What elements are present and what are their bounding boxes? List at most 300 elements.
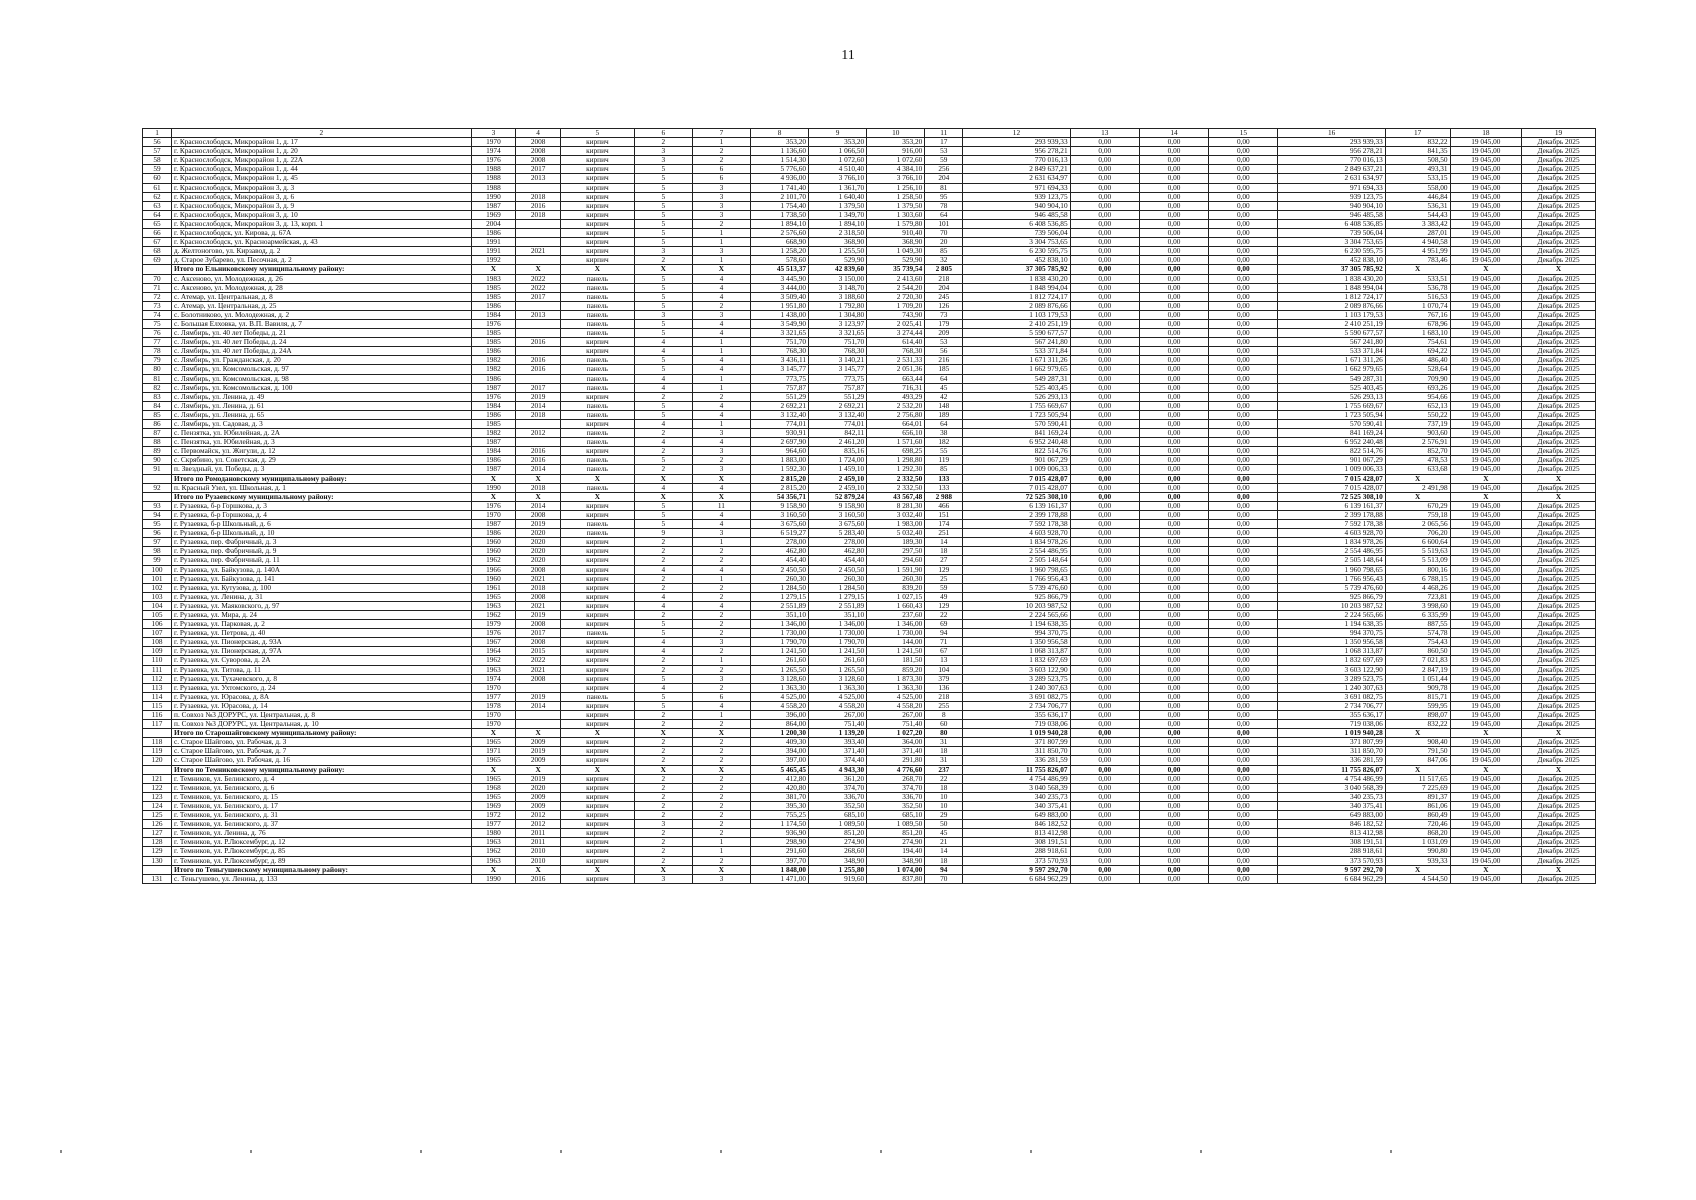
table-cell: 5 739 476,60	[963, 583, 1070, 592]
table-cell: кирпич	[560, 656, 634, 665]
table-cell: 751,40	[867, 720, 925, 729]
table-cell: Декабрь 2025	[1522, 429, 1596, 438]
table-cell: 0,00	[1139, 601, 1208, 610]
table-cell: 182	[925, 438, 963, 447]
table-cell: 4 603 928,70	[1278, 529, 1385, 538]
table-cell: 371 807,99	[963, 738, 1070, 747]
table-cell: 910,40	[867, 229, 925, 238]
table-cell: 2	[692, 592, 750, 601]
table-cell: 109	[143, 647, 172, 656]
table-cell	[516, 720, 561, 729]
table-cell: 0,00	[1209, 520, 1278, 529]
table-cell: 0,00	[1139, 310, 1208, 319]
table-cell: 22	[925, 774, 963, 783]
table-cell: 2 089 876,66	[963, 301, 1070, 310]
table-cell: 136	[925, 683, 963, 692]
table-cell: 336,70	[809, 792, 867, 801]
table-cell: 0,00	[1139, 429, 1208, 438]
table-cell: панель	[560, 692, 634, 701]
table-cell	[143, 865, 172, 874]
table-cell: 0,00	[1070, 638, 1139, 647]
table-cell: 528,64	[1385, 365, 1450, 374]
table-cell: 2016	[516, 338, 561, 347]
table-cell: 101	[925, 219, 963, 228]
table-cell: 1 292,30	[867, 465, 925, 474]
table-cell: 0,00	[1209, 174, 1278, 183]
table-cell	[516, 711, 561, 720]
table-cell: 129	[925, 565, 963, 574]
table-cell: 1 349,70	[809, 210, 867, 219]
table-cell: 2019	[516, 610, 561, 619]
table-row	[143, 410, 1596, 419]
table-cell: 0,00	[1139, 792, 1208, 801]
table-cell: 19 045,00	[1450, 720, 1522, 729]
table-cell: 19 045,00	[1450, 620, 1522, 629]
table-cell: Декабрь 2025	[1522, 238, 1596, 247]
table-cell: 70	[925, 874, 963, 883]
table-cell: 2009	[516, 756, 561, 765]
table-cell: 78	[925, 201, 963, 210]
table-cell: кирпич	[560, 338, 634, 347]
table-cell: 1970	[471, 711, 516, 720]
table-cell: 1	[692, 574, 750, 583]
table-cell: 859,20	[867, 665, 925, 674]
table-cell: Декабрь 2025	[1522, 401, 1596, 410]
table-cell: 2021	[516, 665, 561, 674]
table-cell: кирпич	[560, 583, 634, 592]
table-cell: 0,00	[1070, 756, 1139, 765]
table-cell: 5	[634, 620, 692, 629]
table-cell: 2010	[516, 847, 561, 856]
table-cell: 2 332,50	[867, 474, 925, 483]
table-cell: X	[634, 729, 692, 738]
table-cell: X	[1522, 265, 1596, 274]
table-cell: 723,81	[1385, 592, 1450, 601]
table-cell: 2	[634, 656, 692, 665]
table-cell: 194,40	[867, 847, 925, 856]
table-cell: X	[471, 265, 516, 274]
table-cell: 5	[560, 129, 634, 138]
table-cell: 73	[143, 301, 172, 310]
table-cell: 614,40	[867, 338, 925, 347]
table-cell	[143, 492, 172, 501]
table-cell: 1 792,80	[809, 301, 867, 310]
table-cell: 1965	[471, 792, 516, 801]
table-cell: 2	[634, 747, 692, 756]
table-cell: 19 045,00	[1450, 201, 1522, 210]
table-cell: 1 027,20	[867, 729, 925, 738]
table-cell: 0,00	[1139, 856, 1208, 865]
table-cell: 1961	[471, 583, 516, 592]
table-cell: 59	[143, 165, 172, 174]
table-cell: 1 754,40	[750, 201, 808, 210]
table-cell: 2022	[516, 274, 561, 283]
table-cell: X	[692, 265, 750, 274]
table-cell: 55	[925, 447, 963, 456]
table-cell: 1 072,60	[867, 156, 925, 165]
table-cell: 3	[634, 147, 692, 156]
table-cell: кирпич	[560, 565, 634, 574]
table-cell: 6	[692, 692, 750, 701]
table-cell: 0,00	[1139, 201, 1208, 210]
table-cell: с. Лямбирь, ул. Комсомольская, д. 98	[172, 374, 472, 383]
table-cell: 2008	[516, 147, 561, 156]
table-cell: 8 281,30	[867, 501, 925, 510]
table-cell: 19 045,00	[1450, 583, 1522, 592]
table-cell: 1 790,70	[750, 638, 808, 647]
table-cell: 68	[143, 247, 172, 256]
table-cell: 1 265,50	[809, 665, 867, 674]
table-cell: 0,00	[1070, 656, 1139, 665]
table-cell: кирпич	[560, 665, 634, 674]
table-cell: 373 570,93	[1278, 856, 1385, 865]
table-cell: 1	[692, 420, 750, 429]
table-cell	[516, 329, 561, 338]
table-cell: 1 591,90	[867, 565, 925, 574]
table-cell: 0,00	[1209, 456, 1278, 465]
table-cell: 1988	[471, 174, 516, 183]
table-cell: 1 894,10	[750, 219, 808, 228]
table-cell: 19 045,00	[1450, 410, 1522, 419]
table-cell: 0,00	[1209, 838, 1278, 847]
table-cell: 353,20	[867, 138, 925, 147]
table-cell: г. Рузаевка, ул. Титова, д. 11	[172, 665, 472, 674]
table-cell: 0,00	[1209, 674, 1278, 683]
table-cell: 0,00	[1209, 165, 1278, 174]
table-cell: 2019	[516, 747, 561, 756]
table-cell: панель	[560, 401, 634, 410]
table-cell: 2	[634, 856, 692, 865]
table-cell: Декабрь 2025	[1522, 365, 1596, 374]
table-cell: кирпич	[560, 447, 634, 456]
table-cell: 1974	[471, 147, 516, 156]
table-cell: 757,87	[809, 383, 867, 392]
table-cell: г. Краснослободск, ул. Кирова, д. 67А	[172, 229, 472, 238]
table-cell: 181,50	[867, 656, 925, 665]
table-cell: 5	[634, 356, 692, 365]
table-cell: 0,00	[1070, 210, 1139, 219]
table-row	[143, 520, 1596, 529]
table-cell: 245	[925, 292, 963, 301]
table-cell	[516, 256, 561, 265]
table-cell: панель	[560, 274, 634, 283]
table-cell: 946 485,58	[963, 210, 1070, 219]
table-cell: 6	[634, 129, 692, 138]
table-cell: 0,00	[1070, 874, 1139, 883]
table-row	[143, 547, 1596, 556]
table-cell: 971 694,33	[963, 183, 1070, 192]
table-cell: 19 045,00	[1450, 365, 1522, 374]
table-cell: 27	[925, 556, 963, 565]
table-row	[143, 420, 1596, 429]
table-cell: Декабрь 2025	[1522, 820, 1596, 829]
table-cell: 89	[143, 447, 172, 456]
table-cell: 2 332,50	[867, 483, 925, 492]
table-cell: 2 318,50	[809, 229, 867, 238]
table-row	[143, 656, 1596, 665]
table-cell: 108	[143, 638, 172, 647]
table-cell: 6 230 595,75	[1278, 247, 1385, 256]
table-cell: 115	[143, 701, 172, 710]
table-cell: 2009	[516, 738, 561, 747]
table-cell: Декабрь 2025	[1522, 329, 1596, 338]
table-cell: 815,71	[1385, 692, 1450, 701]
table-cell: г. Темников, ул. Белинского, д. 31	[172, 811, 472, 820]
table-cell: 891,37	[1385, 792, 1450, 801]
table-cell: 60	[925, 720, 963, 729]
table-cell: 2	[634, 711, 692, 720]
table-cell: 19 045,00	[1450, 747, 1522, 756]
table-cell: г. Рузаевка, ул. Мира, д. 24	[172, 610, 472, 619]
table-cell: 841 169,24	[1278, 429, 1385, 438]
table-cell: 19 045,00	[1450, 183, 1522, 192]
table-cell: 3 145,77	[750, 365, 808, 374]
table-cell: 268,70	[867, 774, 925, 783]
table-cell: Декабрь 2025	[1522, 456, 1596, 465]
table-cell: 2 720,30	[867, 292, 925, 301]
table-cell: 35 739,54	[867, 265, 925, 274]
table-row	[143, 847, 1596, 856]
table-cell: 1 662 979,65	[1278, 365, 1385, 374]
table-cell: 0,00	[1139, 292, 1208, 301]
table-cell: 179	[925, 319, 963, 328]
table-cell: 2	[634, 465, 692, 474]
table-cell: Декабрь 2025	[1522, 674, 1596, 683]
table-cell: 1984	[471, 447, 516, 456]
table-cell: 1 459,10	[809, 465, 867, 474]
table-cell: 420,80	[750, 783, 808, 792]
table-cell: 5	[634, 229, 692, 238]
table-cell: 2008	[516, 510, 561, 519]
table-cell: с. Пензятка, ул. Юбилейная, д. 2А	[172, 429, 472, 438]
table-cell: Декабрь 2025	[1522, 574, 1596, 583]
table-cell: 2 450,50	[809, 565, 867, 574]
table-cell: 0,00	[1209, 610, 1278, 619]
table-cell: X	[516, 729, 561, 738]
table-cell: 311 850,70	[1278, 747, 1385, 756]
table-cell: 1960	[471, 547, 516, 556]
table-cell: 668,90	[750, 238, 808, 247]
table-cell: 2014	[516, 501, 561, 510]
table-cell: 1982	[471, 356, 516, 365]
table-cell: 2 631 634,97	[1278, 174, 1385, 183]
table-cell: 85	[143, 410, 172, 419]
table-cell: 446,84	[1385, 192, 1450, 201]
table-cell: 0,00	[1209, 447, 1278, 456]
table-cell: 1976	[471, 319, 516, 328]
table-cell: 0,00	[1209, 510, 1278, 519]
table-cell: 5 590 677,57	[1278, 329, 1385, 338]
table-cell: 1 279,15	[809, 592, 867, 601]
table-cell: 4	[692, 356, 750, 365]
table-cell: 462,80	[809, 547, 867, 556]
table-cell: 18	[925, 856, 963, 865]
table-cell: 4 384,10	[867, 165, 925, 174]
table-cell: 11 755 826,07	[963, 765, 1070, 774]
table-cell: 94	[143, 510, 172, 519]
table-cell: 3 304 753,65	[963, 238, 1070, 247]
table-cell: 3	[692, 638, 750, 647]
table-cell: 61	[143, 183, 172, 192]
table-cell: 1971	[471, 747, 516, 756]
table-cell: 7 592 178,38	[1278, 520, 1385, 529]
table-cell: 649 883,00	[963, 811, 1070, 820]
table-cell: 0,00	[1070, 647, 1139, 656]
table-cell: Декабрь 2025	[1522, 438, 1596, 447]
table-cell: 2	[692, 801, 750, 810]
table-row	[143, 556, 1596, 565]
table-cell: 185	[925, 365, 963, 374]
table-cell: 2 849 637,21	[1278, 165, 1385, 174]
table-cell: 1987	[471, 465, 516, 474]
table-cell: 1 960 798,65	[1278, 565, 1385, 574]
table-cell: 4	[634, 483, 692, 492]
scan-noise-dots	[0, 1150, 1696, 1170]
table-cell: 3 128,60	[809, 674, 867, 683]
table-cell: 567 241,80	[1278, 338, 1385, 347]
table-cell	[516, 319, 561, 328]
table-row	[143, 447, 1596, 456]
table-row	[143, 601, 1596, 610]
table-cell: 4	[692, 701, 750, 710]
table-cell: г. Рузаевка, ул. Маяковского, д. 97	[172, 601, 472, 610]
table-cell: Декабрь 2025	[1522, 529, 1596, 538]
table-cell: кирпич	[560, 756, 634, 765]
table-cell: 0,00	[1209, 374, 1278, 383]
table-cell: Итого по Рузаевскому муниципальному району:	[172, 492, 472, 501]
table-cell: 0,00	[1209, 529, 1278, 538]
table-cell: 3	[692, 529, 750, 538]
table-cell: Декабрь 2025	[1522, 811, 1596, 820]
table-cell: 1	[692, 229, 750, 238]
table-cell: 19 045,00	[1450, 310, 1522, 319]
table-cell: 2	[634, 556, 692, 565]
table-cell: 0,00	[1139, 801, 1208, 810]
table-cell: 0,00	[1209, 483, 1278, 492]
table-cell: г. Рузаевка, ул. Кутузова, д. 100	[172, 583, 472, 592]
table-cell: 2021	[516, 574, 561, 583]
table-cell: 0,00	[1209, 765, 1278, 774]
table-cell: 0,00	[1139, 765, 1208, 774]
table-cell: 130	[143, 856, 172, 865]
table-row	[143, 247, 1596, 256]
table-cell: 2	[172, 129, 472, 138]
table-cell: 0,00	[1139, 420, 1208, 429]
table-row	[143, 183, 1596, 192]
table-cell: 0,00	[1070, 283, 1139, 292]
table-cell: 101	[143, 574, 172, 583]
table-cell: г. Рузаевка, ул. Байкузова, д. 140А	[172, 565, 472, 574]
table-cell: 783,46	[1385, 256, 1450, 265]
table-cell: 1968	[471, 783, 516, 792]
table-cell: 0,00	[1209, 856, 1278, 865]
table-cell: Декабрь 2025	[1522, 683, 1596, 692]
table-cell: 0,00	[1209, 792, 1278, 801]
table-cell: 1 671 311,26	[1278, 356, 1385, 365]
table-cell: 291,60	[750, 847, 808, 856]
table-cell: 1 363,30	[867, 683, 925, 692]
table-cell: 3 444,00	[750, 283, 808, 292]
table-cell: 4	[692, 329, 750, 338]
table-cell: 19 045,00	[1450, 656, 1522, 665]
table-cell: г. Темников, ул. Р.Люксембург, д. 85	[172, 847, 472, 856]
table-cell: 19 045,00	[1450, 565, 1522, 574]
table-cell: панель	[560, 383, 634, 392]
table-cell: 1986	[471, 410, 516, 419]
table-cell: 2	[634, 811, 692, 820]
table-cell: 0,00	[1070, 356, 1139, 365]
table-cell: 0,00	[1139, 265, 1208, 274]
table-cell: 2	[692, 665, 750, 674]
table-cell: Декабрь 2025	[1522, 538, 1596, 547]
table-cell: 1 730,00	[809, 629, 867, 638]
table-cell: 478,53	[1385, 456, 1450, 465]
table-cell: 1	[143, 129, 172, 138]
table-cell: 0,00	[1209, 738, 1278, 747]
table-cell: 38	[925, 429, 963, 438]
table-cell: 7	[692, 129, 750, 138]
table-cell: с. Старое Шайгово, ул. Рабочая, д. 3	[172, 738, 472, 747]
table-cell: 2	[692, 392, 750, 401]
table-cell: 3 445,90	[750, 274, 808, 283]
table-cell: 19 045,00	[1450, 465, 1522, 474]
table-cell: X	[516, 865, 561, 874]
table-cell: 0,00	[1139, 701, 1208, 710]
table-cell: 129	[143, 847, 172, 856]
table-cell: Декабрь 2025	[1522, 147, 1596, 156]
table-row	[143, 174, 1596, 183]
table-cell: X	[1450, 474, 1522, 483]
scan-dot	[250, 1150, 252, 1153]
table-cell: кирпич	[560, 192, 634, 201]
table-cell: кирпич	[560, 347, 634, 356]
table-row	[143, 738, 1596, 747]
table-cell: 11	[925, 129, 963, 138]
table-cell: 652,13	[1385, 401, 1450, 410]
table-cell: 1 070,74	[1385, 301, 1450, 310]
table-cell: 1 049,30	[867, 247, 925, 256]
table-cell: 3	[692, 201, 750, 210]
table-cell: 0,00	[1209, 156, 1278, 165]
table-cell: 2021	[516, 601, 561, 610]
table-cell: 72 525 308,10	[963, 492, 1070, 501]
table-cell: 0,00	[1070, 183, 1139, 192]
table-row	[143, 501, 1596, 510]
table-cell: 355 636,17	[963, 711, 1070, 720]
table-cell: 0,00	[1209, 401, 1278, 410]
table-cell: кирпич	[560, 747, 634, 756]
table-cell: 4 525,00	[750, 692, 808, 701]
table-cell: 0,00	[1070, 420, 1139, 429]
table-cell: 2010	[516, 856, 561, 865]
table-cell: панель	[560, 292, 634, 301]
table-cell: д. Желтоногово, ул. Кирзавод, д. 2	[172, 247, 472, 256]
table-cell: 127	[143, 829, 172, 838]
table-cell: 0,00	[1209, 820, 1278, 829]
table-cell: кирпич	[560, 783, 634, 792]
table-cell: 1 579,80	[867, 219, 925, 228]
table-cell: 1984	[471, 310, 516, 319]
table-row	[143, 319, 1596, 328]
table-cell: X	[1450, 865, 1522, 874]
table-cell: Декабрь 2025	[1522, 229, 1596, 238]
table-cell: 2	[634, 610, 692, 619]
table-row	[143, 774, 1596, 783]
table-cell: 2020	[516, 529, 561, 538]
table-cell: X	[692, 865, 750, 874]
table-cell: 1 894,10	[809, 219, 867, 228]
table-cell: 2	[692, 556, 750, 565]
